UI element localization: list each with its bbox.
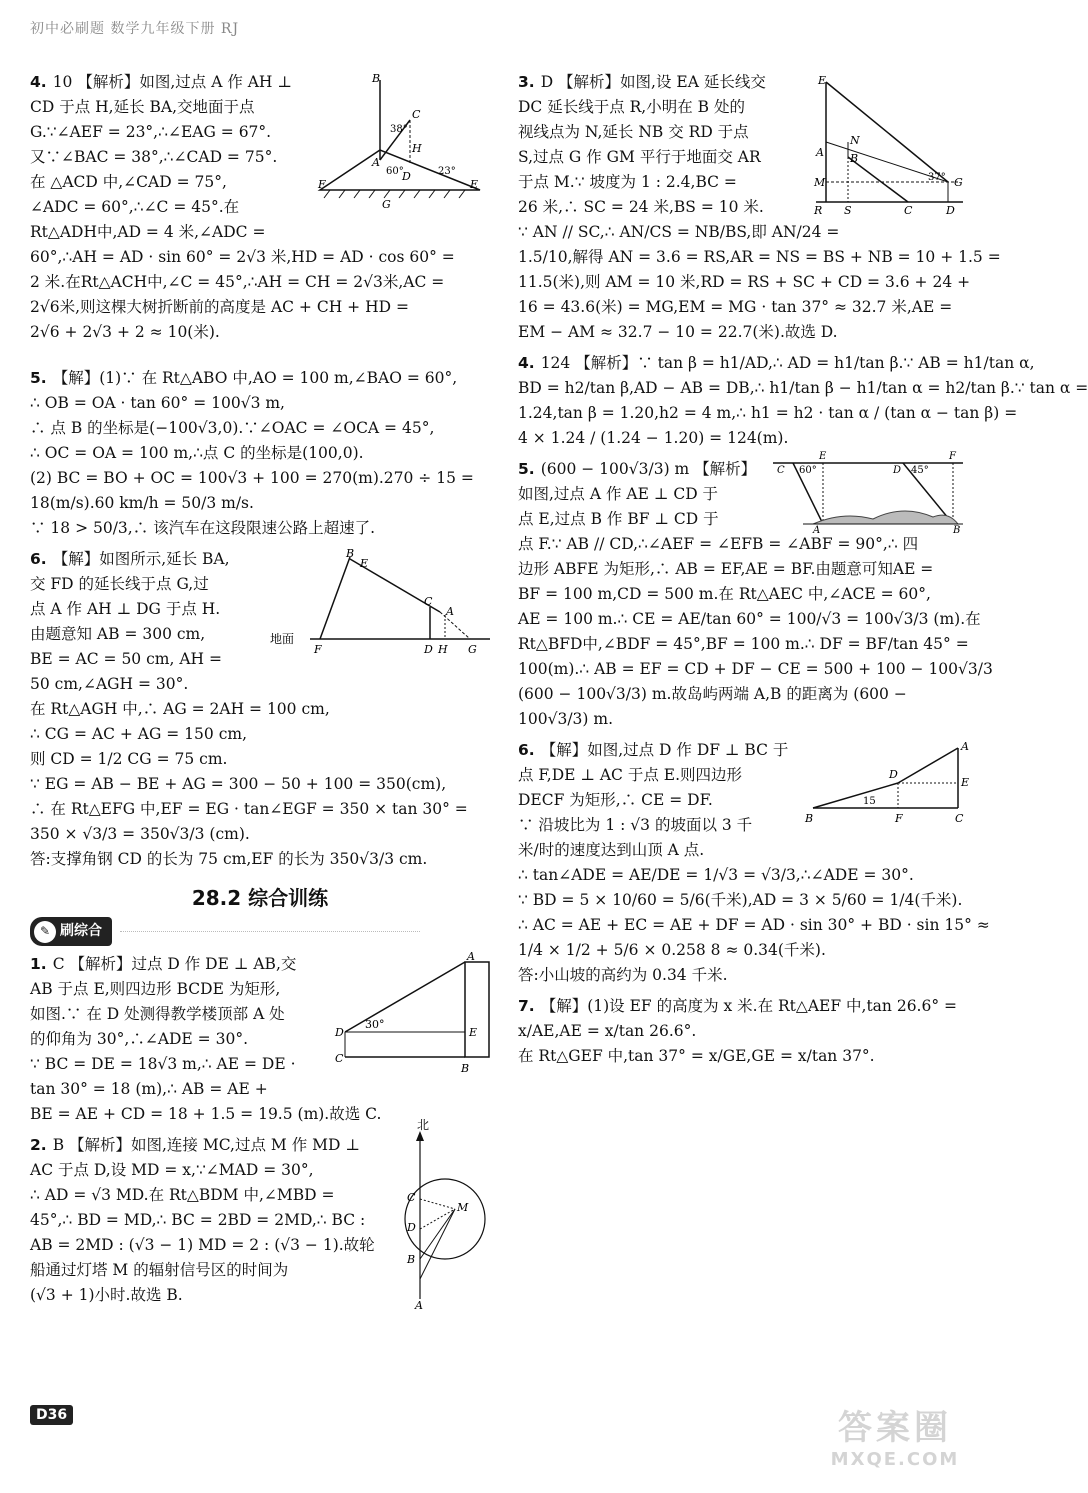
question-7-right bbox=[518, 994, 970, 1069]
q3-line: 26 米,∴ SC = 24 米,BS = 10 米. bbox=[518, 198, 764, 216]
q2-line: (√3 + 1)小时.故选 B. bbox=[30, 1286, 183, 1304]
question-6-right bbox=[518, 738, 990, 988]
question-4-left bbox=[30, 70, 490, 360]
q4-line: 又∵∠BAC = 38°,∴∠CAD = 75°. bbox=[30, 148, 278, 166]
q3-line: S,过点 G 作 GM 平行于地面交 AR bbox=[518, 148, 761, 166]
q1-line: 的仰角为 30°,∴∠ADE = 30°. bbox=[30, 1030, 248, 1048]
svg-text:E: E bbox=[818, 74, 827, 87]
svg-text:A: A bbox=[467, 950, 475, 963]
running-header: 初中必刷题 数学九年级下册 RJ bbox=[30, 21, 240, 37]
q6-line: 则 CD = 1/2 CG = 75 cm. bbox=[30, 750, 228, 768]
svg-text:D: D bbox=[424, 643, 433, 656]
practice-badge: ✎ 刷综合 bbox=[30, 917, 112, 946]
q1-line: 1. C 【解析】过点 D 作 DE ⊥ AB,交 bbox=[30, 955, 297, 973]
q4-line: ∠ADC = 60°,∴∠C = 45°.在 bbox=[30, 198, 240, 216]
q5r-line: AE = 100 m.∴ CE = AE/tan 60° = 100/√3 = 100√3/3 (m).在 bbox=[518, 610, 981, 628]
q5r-line: 点 E,过点 B 作 BF ⊥ CD 于 bbox=[518, 510, 719, 528]
q4-line: CD 于点 H,延长 BA,交地面于点 bbox=[30, 98, 255, 116]
pencil-icon: ✎ bbox=[34, 921, 56, 943]
svg-text:B: B bbox=[372, 72, 381, 85]
watermark-line1: 答案圈 bbox=[838, 1408, 952, 1448]
left-column bbox=[30, 70, 490, 1314]
section-title: 28.2 综合训练 bbox=[191, 886, 329, 910]
q5-line: (2) BC = BO + OC = 100√3 + 100 = 270(m).270 ÷ 15 = bbox=[30, 469, 474, 487]
hill-slope-diagram bbox=[803, 738, 973, 828]
q2-line: ∴ AD = √3 MD.在 Rt△BDM 中,∠MBD = bbox=[30, 1186, 335, 1204]
q1-line: 如图.∵ 在 D 处测得教学楼顶部 A 处 bbox=[30, 1005, 285, 1023]
q5r-line: 边形 ABFE 为矩形,∴ AB = EF,AE = BF.由题意可知AE = bbox=[518, 560, 934, 578]
support-diagram bbox=[270, 547, 490, 657]
svg-text:D: D bbox=[889, 768, 898, 781]
svg-text:60°: 60° bbox=[386, 166, 404, 177]
q5-line: 18(m/s).60 km/h = 50/3 m/s. bbox=[30, 494, 254, 512]
svg-text:D: D bbox=[893, 465, 902, 476]
q6r-line: 点 F,DE ⊥ AC 于点 E.则四边形 bbox=[518, 766, 743, 784]
q5r-line: 5. (600 − 100√3/3) m 【解析】 bbox=[518, 460, 757, 478]
q2-line: 船通过灯塔 M 的辐射信号区的时间为 bbox=[30, 1261, 289, 1279]
svg-text:C: C bbox=[407, 1191, 416, 1204]
q6r-line: DECF 为矩形,∴ CE = DF. bbox=[518, 791, 713, 809]
svg-text:M: M bbox=[814, 176, 826, 189]
q3-line: 1.5/10,解得 AN = 3.6 = RS,AR = NS = BS + NB = 10 + 1.5 = bbox=[518, 248, 1001, 266]
q5-line: ∵ 18 > 50/3,∴ 该汽车在这段限速公路上超速了. bbox=[30, 519, 376, 537]
q5-line: ∴ OB = OA · tan 60° = 100√3 m, bbox=[30, 394, 285, 412]
page-number: D36 bbox=[30, 1405, 73, 1425]
svg-text:F: F bbox=[949, 451, 956, 462]
q6r-line: 6. 【解】如图,过点 D 作 DF ⊥ BC 于 bbox=[518, 741, 789, 759]
q3-line: ∵ AN // SC,∴ AN/CS = NB/BS,即 AN/24 = bbox=[518, 223, 840, 241]
svg-text:38°: 38° bbox=[390, 124, 408, 135]
svg-text:B: B bbox=[346, 547, 355, 560]
svg-text:B: B bbox=[461, 1062, 470, 1075]
q5-line: ∴ 点 B 的坐标是(−100√3,0).∵∠OAC = ∠OCA = 45°, bbox=[30, 419, 435, 437]
svg-text:D: D bbox=[335, 1026, 344, 1039]
q5r-line: 点 F.∵ AB // CD,∴∠AEF = ∠EFB = ∠ABF = 90°,∴ 四 bbox=[518, 535, 919, 553]
q3-line: 视线点为 N,延长 NB 交 RD 于点 bbox=[518, 123, 749, 141]
svg-text:C: C bbox=[412, 108, 421, 121]
q6-line: 点 A 作 AH ⊥ DG 于点 H. bbox=[30, 600, 221, 618]
q5r-line: BF = 100 m,CD = 500 m.在 Rt△AEC 中,∠ACE = 60°, bbox=[518, 585, 931, 603]
watermark bbox=[810, 1400, 980, 1480]
q5r-line: Rt△BFD中,∠BDF = 45°,BF = 100 m.∴ DF = BF/tan 45° = bbox=[518, 635, 969, 653]
q4-line: 2√6 + 2√3 + 2 ≈ 10(米). bbox=[30, 323, 220, 341]
q6-line: 交 FD 的延长线于点 G,过 bbox=[30, 575, 209, 593]
svg-text:23°: 23° bbox=[438, 166, 456, 177]
q6-line: BE = AC = 50 cm, AH = bbox=[30, 650, 222, 668]
q4-line: 2 米.在Rt△ACH中,∠C = 45°,∴AH = CH = 2√3米,AC = bbox=[30, 273, 445, 291]
q6-line: 50 cm,∠AGH = 30°. bbox=[30, 675, 189, 693]
svg-text:H: H bbox=[412, 142, 422, 155]
svg-text:45°: 45° bbox=[911, 465, 929, 476]
slope-building-diagram bbox=[808, 72, 968, 217]
q5r-line: 100(m).∴ AB = EF = CD + DF − CE = 500 + 100 − 100√3/3 bbox=[518, 660, 993, 678]
svg-text:A: A bbox=[372, 156, 380, 169]
svg-text:E: E bbox=[470, 178, 479, 191]
svg-text:37°: 37° bbox=[928, 172, 946, 183]
svg-text:G: G bbox=[382, 198, 391, 211]
svg-text:E: E bbox=[360, 557, 369, 570]
q4-line: 2√6米,则这棵大树折断前的高度是 AC + CH + HD = bbox=[30, 298, 409, 316]
q6-line: 答:支撑角钢 CD 的长为 75 cm,EF 的长为 350√3/3 cm. bbox=[30, 850, 428, 868]
island-diagram bbox=[763, 449, 968, 534]
q5r-line: (600 − 100√3/3) m.故岛屿两端 A,B 的距离为 (600 − bbox=[518, 685, 907, 703]
q4r-line: BD = h2/tan β,AD − AB = DB,∴ h1/tan β − h1/tan α = h2/tan β.∵ tan α = bbox=[518, 379, 1088, 397]
q6r-line: ∴ AC = AE + EC = AE + DF = AD · sin 30° + BD · sin 15° ≈ bbox=[518, 916, 990, 934]
svg-text:F: F bbox=[895, 812, 903, 825]
svg-text:B: B bbox=[407, 1253, 416, 1266]
q3-line: 3. D 【解析】如图,设 EA 延长线交 bbox=[518, 73, 766, 91]
svg-text:C: C bbox=[424, 595, 433, 608]
badge-row bbox=[30, 917, 490, 952]
svg-text:S: S bbox=[844, 204, 852, 217]
svg-text:A: A bbox=[961, 740, 969, 753]
svg-text:30°: 30° bbox=[365, 1018, 385, 1031]
svg-text:G: G bbox=[468, 643, 477, 656]
q1-line: BE = AE + CD = 18 + 1.5 = 19.5 (m).故选 C. bbox=[30, 1105, 382, 1123]
q6-line: ∴ CG = AC + AG = 150 cm, bbox=[30, 725, 247, 743]
svg-text:B: B bbox=[850, 152, 859, 165]
q2-line: AC 于点 D,设 MD = x,∵∠MAD = 30°, bbox=[30, 1161, 314, 1179]
q5-line: ∴ OC = OA = 100 m,∴点 C 的坐标是(100,0). bbox=[30, 444, 364, 462]
svg-text:A: A bbox=[446, 605, 454, 618]
svg-text:D: D bbox=[407, 1221, 416, 1234]
q5-line: 5. 【解】(1)∵ 在 Rt△ABO 中,AO = 100 m,∠BAO = 60°, bbox=[30, 369, 458, 387]
svg-text:E: E bbox=[469, 1026, 478, 1039]
q2-line: 2. B 【解析】如图,连接 MC,过点 M 作 MD ⊥ bbox=[30, 1136, 360, 1154]
q6-line: 6. 【解】如图所示,延长 BA, bbox=[30, 550, 230, 568]
svg-text:R: R bbox=[814, 204, 823, 217]
q6r-line: ∵ 沿坡比为 1 : √3 的坡面以 3 千 bbox=[518, 816, 753, 834]
q4-line: 60°,∴AH = AD · sin 60° = 2√3 米,HD = AD · cos 60° = bbox=[30, 248, 455, 266]
q4r-line: 4 × 1.24 / (1.24 − 1.20) = 124(m). bbox=[518, 429, 789, 447]
dotted-separator bbox=[120, 931, 420, 932]
q4-line: 在 △ACD 中,∠CAD = 75°, bbox=[30, 173, 227, 191]
svg-text:C: C bbox=[777, 465, 785, 476]
right-column bbox=[518, 70, 1088, 1075]
q6r-line: 米/时的速度达到山顶 A 点. bbox=[518, 841, 705, 859]
svg-text:F: F bbox=[318, 178, 326, 191]
svg-text:E: E bbox=[819, 451, 827, 462]
q3-line: 16 = 43.6(米) = MG,EM = MG · tan 37° ≈ 32.7 米,AE = bbox=[518, 298, 953, 316]
q1-line: AB 于点 E,则四边形 BCDE 为矩形, bbox=[30, 980, 281, 998]
q4-line: 4. 10 【解析】如图,过点 A 作 AH ⊥ bbox=[30, 73, 292, 91]
q1-line: ∵ BC = DE = 18√3 m,∴ AE = DE · bbox=[30, 1055, 296, 1073]
watermark-line2: MXQE.COM bbox=[830, 1449, 960, 1470]
svg-text:D: D bbox=[402, 170, 411, 183]
q3-line: 11.5(米),则 AM = 10 米,RD = RS + SC + CD = 3.6 + 24 + bbox=[518, 273, 971, 291]
question-1-left bbox=[30, 952, 490, 1127]
tree-diagram bbox=[320, 70, 490, 210]
q6-line: 350 × √3/3 = 350√3/3 (cm). bbox=[30, 825, 250, 843]
svg-text:M: M bbox=[457, 1201, 469, 1214]
svg-text:C: C bbox=[955, 812, 964, 825]
q6-line: 在 Rt△AGH 中,∴ AG = 2AH = 100 cm, bbox=[30, 700, 330, 718]
svg-text:D: D bbox=[946, 204, 955, 217]
building-diagram bbox=[335, 952, 495, 1077]
svg-text:G: G bbox=[954, 176, 963, 189]
ground-label: 地面 bbox=[270, 632, 295, 646]
svg-text:C: C bbox=[335, 1052, 344, 1065]
svg-text:N: N bbox=[850, 134, 860, 147]
question-5-left bbox=[30, 366, 490, 541]
q3-line: DC 延长线于点 R,小明在 B 处的 bbox=[518, 98, 745, 116]
q4r-line: 1.24,tan β = 1.20,h2 = 4 m,∴ h1 = h2 · tan α / (tan α − tan β) = bbox=[518, 404, 1018, 422]
svg-text:H: H bbox=[438, 643, 448, 656]
q2-line: 45°,∴ BD = MD,∴ BC = 2BD = 2MD,∴ BC : bbox=[30, 1211, 366, 1229]
q6r-line: 答:小山坡的高约为 0.34 千米. bbox=[518, 966, 728, 984]
q6-line: 由题意知 AB = 300 cm, bbox=[30, 625, 206, 643]
svg-text:A: A bbox=[813, 525, 821, 536]
q6r-line: 1/4 × 1/2 + 5/6 × 0.258 8 ≈ 0.34(千米). bbox=[518, 941, 826, 959]
q4-line: G.∵∠AEF = 23°,∴∠EAG = 67°. bbox=[30, 123, 272, 141]
q3-line: 于点 M.∵ 坡度为 1 : 2.4,BC = bbox=[518, 173, 737, 191]
svg-text:F: F bbox=[314, 643, 322, 656]
q4-line: Rt△ADH中,AD = 4 米,∠ADC = bbox=[30, 223, 266, 241]
q6-line: ∴ 在 Rt△EFG 中,EF = EG · tan∠EGF = 350 × tan 30° = bbox=[30, 800, 468, 818]
north-label: 北 bbox=[417, 1118, 430, 1132]
svg-text:A: A bbox=[415, 1299, 423, 1312]
svg-text:E: E bbox=[961, 776, 970, 789]
q6r-line: ∵ BD = 5 × 10/60 = 5/6(千米),AD = 3 × 5/60 = 1/4(千米). bbox=[518, 891, 963, 909]
q7-line: 在 Rt△GEF 中,tan 37° = x/GE,GE = x/tan 37°. bbox=[518, 1047, 875, 1065]
q7-line: 7. 【解】(1)设 EF 的高度为 x 米.在 Rt△AEF 中,tan 26.6° = bbox=[518, 997, 958, 1015]
svg-text:15: 15 bbox=[863, 796, 876, 807]
question-6-left bbox=[30, 547, 490, 872]
question-5-right bbox=[518, 451, 993, 732]
svg-text:B: B bbox=[953, 525, 961, 536]
question-2-left bbox=[30, 1118, 490, 1312]
q6r-line: ∴ tan∠ADE = AE/DE = 1/√3 = √3/3,∴∠ADE = 30°. bbox=[518, 866, 914, 884]
question-3-right bbox=[518, 70, 1001, 345]
q6-line: ∵ EG = AB − BE + AG = 300 − 50 + 100 = 350(cm), bbox=[30, 775, 447, 793]
q2-line: AB = 2MD : (√3 − 1) MD = 2 : (√3 − 1).故轮 bbox=[30, 1236, 375, 1254]
q7-line: x/AE,AE = x/tan 26.6°. bbox=[518, 1022, 697, 1040]
svg-text:60°: 60° bbox=[799, 465, 817, 476]
q3-line: EM − AM ≈ 32.7 − 10 = 22.7(米).故选 D. bbox=[518, 323, 838, 341]
svg-text:C: C bbox=[904, 204, 913, 217]
q4r-line: 4. 124 【解析】∵ tan β = h1/AD,∴ AD = h1/tan β.∵ AB = h1/tan α, bbox=[518, 354, 1035, 372]
q5r-line: 100√3/3) m. bbox=[518, 710, 614, 728]
svg-text:A: A bbox=[816, 146, 824, 159]
q1-line: tan 30° = 18 (m),∴ AB = AE + bbox=[30, 1080, 268, 1098]
svg-text:B: B bbox=[805, 812, 814, 825]
q5r-line: 如图,过点 A 作 AE ⊥ CD 于 bbox=[518, 485, 719, 503]
lighthouse-diagram bbox=[395, 1118, 490, 1312]
question-4-right bbox=[518, 351, 1088, 451]
